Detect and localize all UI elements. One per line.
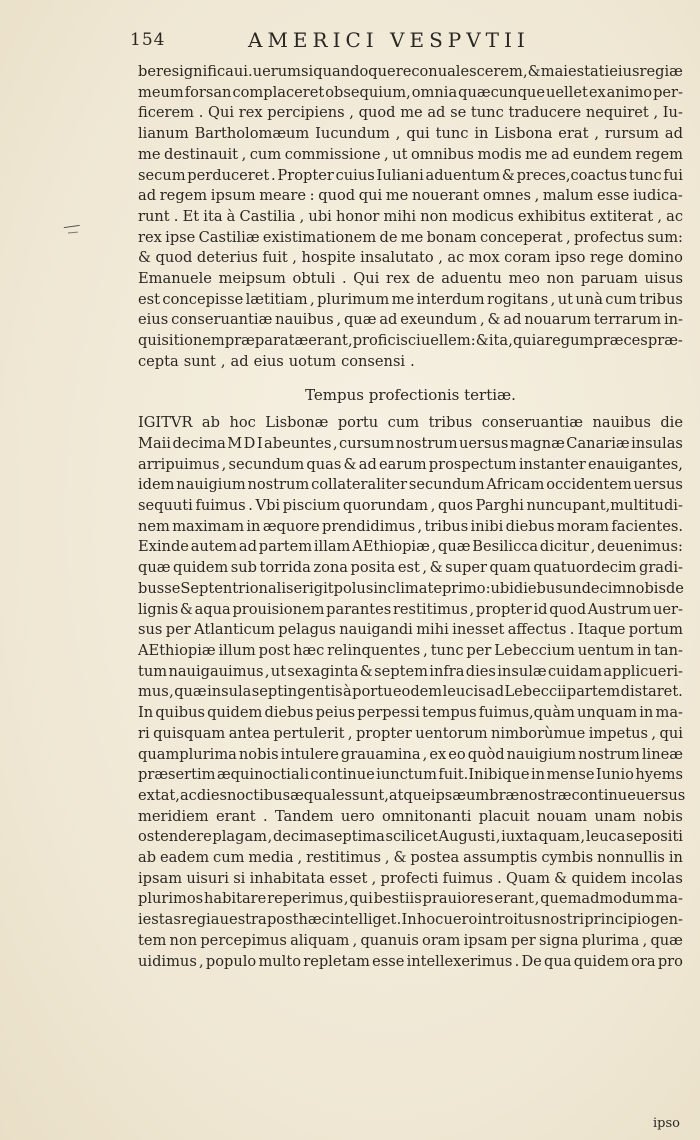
text-line: nem maximam in æquore prendidimus , tribus inibi diebus moram facientes. [138, 517, 683, 535]
catchword: ipso [653, 1116, 680, 1131]
text-line: ficerem . Qui rex percipiens , quod me ad se tunc traducere nequiret , Iu- [138, 104, 683, 122]
text-line: arripuimus , secundum quas & ad earum prospectum instanter enauigantes, [138, 455, 683, 473]
text-line: me destinauit , cum commissione , ut omnibus modis me ad eundem regem [138, 145, 683, 163]
text-line: & quod deterius fuit , hospite insalutato , ac mox coram ipso rege domino [138, 249, 683, 267]
text-line: meum forsan complaceret obsequium, omnia quæcunque uellet ex animo per- [138, 83, 683, 101]
running-head: AMERICI VESPVTII [248, 28, 530, 52]
text-line: rex ipse Castiliæ existimationem de me bonam conceperat , profectus sum: [138, 228, 683, 246]
text-line: sus per Atlanticum pelagus nauigandi mihi inesset affectus . Itaque portum [138, 621, 683, 639]
section-heading: Tempus profectionis tertiæ. [305, 385, 516, 404]
text-line: eius conseruantiæ nauibus , quæ ad exeundum , & ad nouarum terrarum in- [138, 311, 683, 329]
text-line: bus se Septentrionalis erigit polus in climate primo:ubi diebus undecim nobis de [138, 579, 684, 597]
text-line: ab eadem cum media , restitimus , & postea assumptis cymbis nonnullis in [138, 849, 683, 867]
text-line: plurimos habitare reperimus , qui bestiis prauiores erant , quemadmodum ma- [138, 890, 683, 908]
text-line: idem nauigium nostrum collateraliter secundum Africam occidentem uersus [138, 476, 683, 494]
text-line: tum nauigauimus , ut sexaginta & septem infra dies insulæ cuidam applicueri- [138, 662, 683, 680]
text-line: ipsam uisuri si inhabitata esset , profecti fuimus . Quam & quidem incolas [138, 869, 683, 887]
text-line: ad regem ipsum meare : quod qui me nouerant omnes , malum esse iudica- [138, 187, 683, 205]
text-line: quisitionem præparatæ erant , proficisci uellem : & ita , quia regum præces præ- [138, 332, 683, 350]
text-line: uidimus , populo multo repletam esse intellexerimus . De qua quidem ora pro [138, 952, 683, 970]
body-text [138, 62, 686, 972]
text-line: ri quisquam antea pertulerit , propter uentorum nimborùmue impetus , qui [138, 724, 683, 742]
text-line: lignis & aqua prouisionem parantes restitimus , propter id quod Austrum uer- [138, 600, 683, 618]
text-line: runt . Et ita à Castilia , ubi honor mihi non modicus exhibitus extiterat , ac [138, 207, 683, 225]
text-line: tem non percepimus aliquam , quanuis oram ipsam per signa plurima , quæ [138, 931, 683, 949]
text-line: præsertim æquinoctiali continue iunctum fuit.Inibique in mense Iunio hyems [138, 766, 683, 784]
text-line: Exinde autem ad partem illam AEthiopiæ , quæ Besilicca dicitur , deuenimus: [138, 538, 683, 556]
margin-mark-secondary [68, 232, 78, 237]
text-line: cepta sunt , ad eius uotum consensi . [138, 352, 415, 370]
text-line: iestas regia uestra posthæc intelliget . In hoc uero introitus nostri principio gen- [138, 911, 683, 929]
text-line: sequuti fuimus . Vbi piscium quorundam , quos Parghi nuncupant,multitudi- [138, 497, 683, 515]
text-line: ostendere plagam , decimaseptima scilicet Augusti , iuxta quam , leuca sepositi [138, 828, 683, 846]
paragraph-1 [138, 62, 683, 373]
text-line: quamplurima nobis intulere grauamina , ex eo quòd nauigium nostrum lineæ [138, 745, 683, 763]
text-line: AEthiopiæ illum post hæc relinquentes , tunc per Lebeccium uentum in tan- [138, 641, 683, 659]
page-header [130, 30, 685, 56]
text-line: Emanuele meipsum obtuli . Qui rex de aduentu meo non paruam uisus [138, 270, 683, 288]
text-line: In quibus quidem diebus peius perpessi tempus fuimus,quàm unquam in ma- [138, 704, 683, 722]
paragraph-2 [138, 413, 686, 972]
text-line: est concepisse lætitiam , plurimum me interdum rogitans , ut unà cum tribus [138, 290, 683, 308]
text-line: Maii decima M D I abeuntes , cursum nostrum uersus magnæ Canariæ insulas [138, 434, 683, 452]
text-line: lianum Bartholomæum Iucundum , qui tunc in Lisbona erat , rursum ad [138, 125, 683, 143]
text-line: secum perduceret . Propter cuius Iuliani aduentum & preces,coactus tunc fui [138, 166, 683, 184]
page-number: 154 [130, 30, 166, 50]
text-line: IGITVR ab hoc Lisbonæ portu cum tribus conseruantiæ nauibus die [138, 414, 683, 432]
text-line: bere significaui . uerum si quandoque reconualescerem , & maiestati eius regiæ [138, 63, 683, 80]
text-line: mus , quæ insula septingentis à portu eodem leucis ad Lebeccii partem distaret. [138, 683, 683, 701]
text-line: meridiem erant . Tandem uero omnitonanti placuit nouam unam nobis [138, 807, 683, 825]
text-line: quæ quidem sub torrida zona posita est , & super quam quatuordecim gradi- [138, 559, 683, 577]
text-line: extat , ac dies noctibus æquales sunt , atque ipsæ umbræ nostræ continue uersus [138, 786, 686, 804]
